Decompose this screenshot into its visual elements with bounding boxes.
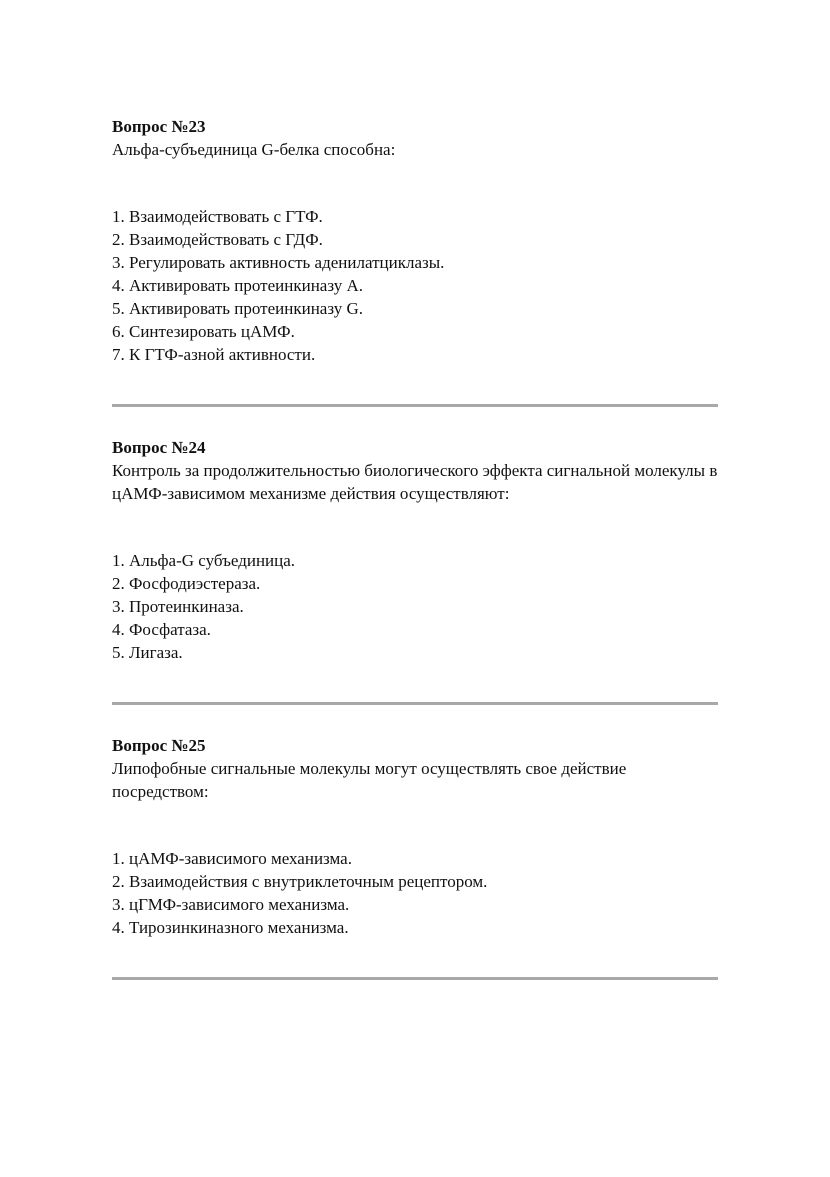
separator-line <box>112 404 718 407</box>
answer-option: 5. Лигаза. <box>112 643 183 662</box>
answer-option: 6. Синтезировать цАМФ. <box>112 322 295 341</box>
answer-option: 4. Тирозинкиназного механизма. <box>112 918 349 937</box>
question-24 <box>112 436 718 664</box>
answer-option: 4. Активировать протеинкиназу А. <box>112 276 363 295</box>
question-title: Вопрос №25 <box>112 736 206 755</box>
answer-option: 2. Фосфодиэстераза. <box>112 574 261 593</box>
answer-option: 1. Взаимодействовать с ГТФ. <box>112 207 323 226</box>
answer-option: 2. Взаимодействовать с ГДФ. <box>112 230 323 249</box>
answer-option: 3. Регулировать активность аденилатциклазы. <box>112 253 445 272</box>
answer-option: 2. Взаимодействия с внутриклеточным рецептором. <box>112 872 488 891</box>
question-23 <box>112 115 718 366</box>
answer-options <box>112 847 718 939</box>
answer-option: 3. цГМФ-зависимого механизма. <box>112 895 350 914</box>
question-text: Альфа-субъединица G-белка способна: <box>112 140 396 159</box>
answer-option: 1. цАМФ-зависимого механизма. <box>112 849 352 868</box>
answer-option: 4. Фосфатаза. <box>112 620 211 639</box>
question-title: Вопрос №24 <box>112 438 206 457</box>
question-text: Контроль за продолжительностью биологического эффекта сигнальной молекулы в цАМФ-зависимом механизме действия осуществляют: <box>112 461 718 503</box>
answer-option: 7. К ГТФ-азной активности. <box>112 345 316 364</box>
separator-line <box>112 977 718 980</box>
question-25 <box>112 734 718 939</box>
answer-options <box>112 549 718 664</box>
answer-option: 5. Активировать протеинкиназу G. <box>112 299 363 318</box>
question-title: Вопрос №23 <box>112 117 206 136</box>
question-text: Липофобные сигнальные молекулы могут осуществлять свое действие посредством: <box>112 759 627 801</box>
answer-options <box>112 205 718 366</box>
answer-option: 3. Протеинкиназа. <box>112 597 244 616</box>
separator-line <box>112 702 718 705</box>
answer-option: 1. Альфа-G субъединица. <box>112 551 296 570</box>
document-page <box>112 115 718 980</box>
